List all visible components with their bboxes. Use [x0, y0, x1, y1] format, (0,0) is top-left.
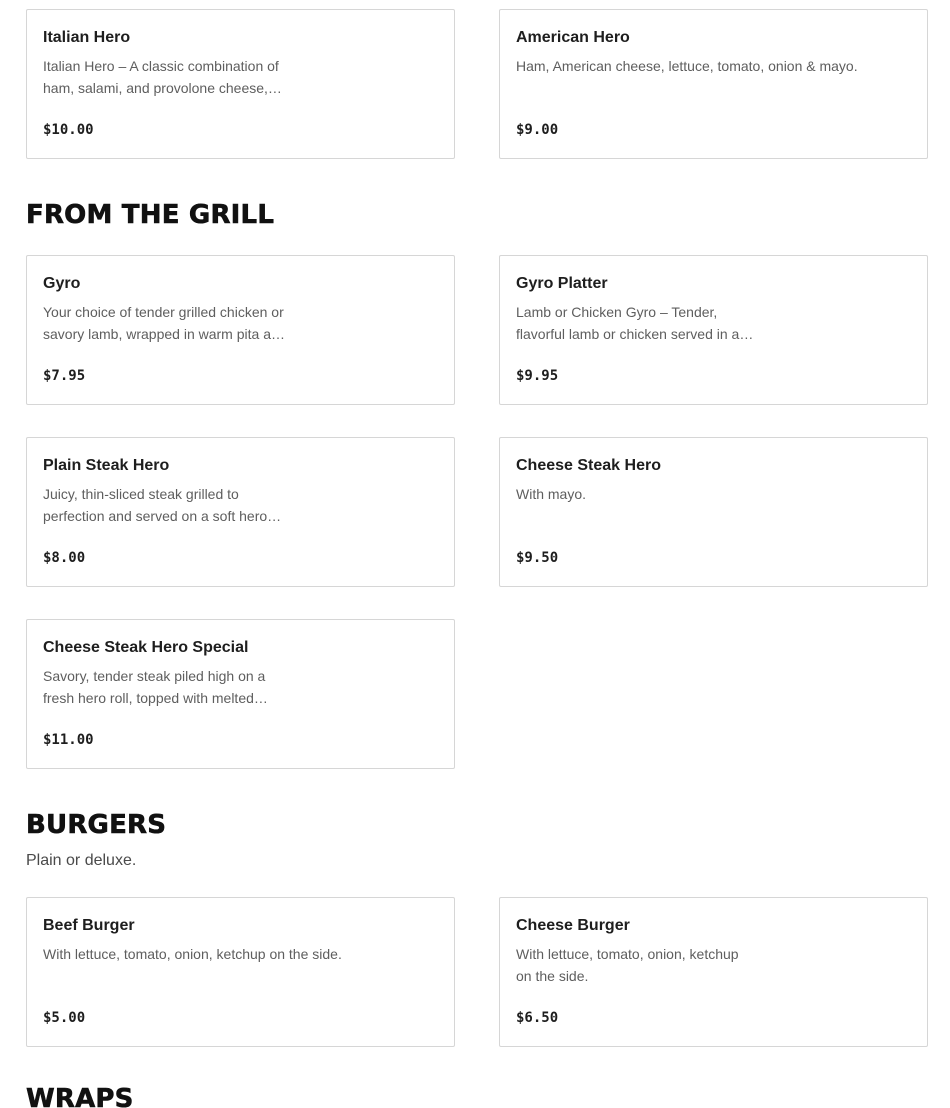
menu-item-card[interactable] [26, 255, 455, 405]
menu-item-name: Cheese Burger [516, 917, 630, 934]
menu-item-card[interactable] [499, 437, 928, 587]
menu-item-price: $9.00 [516, 122, 559, 138]
section-title-grill: FROM THE GRILL [26, 200, 275, 230]
menu-item-description: With lettuce, tomato, onion, ketchup on the side. [516, 946, 739, 984]
menu-item-description: Lamb or Chicken Gyro – Tender, flavorful lamb or chicken served in a… [516, 304, 754, 342]
menu-item-price: $10.00 [43, 122, 94, 138]
menu-item-name: Cheese Steak Hero [516, 457, 661, 474]
menu-item-price: $6.50 [516, 1010, 559, 1026]
menu-item-description: With lettuce, tomato, onion, ketchup on the side. [43, 946, 342, 962]
menu-item-description: Juicy, thin-sliced steak grilled to perfection and served on a soft hero… [43, 486, 282, 524]
menu-item-price: $8.00 [43, 550, 86, 566]
menu-item-name: Plain Steak Hero [43, 457, 170, 474]
menu-item-name: Gyro [43, 275, 81, 292]
menu-item-card[interactable] [26, 619, 455, 769]
menu-item-name: Cheese Steak Hero Special [43, 639, 249, 656]
menu-item-description: Ham, American cheese, lettuce, tomato, onion & mayo. [516, 58, 858, 74]
menu-item-price: $11.00 [43, 732, 94, 748]
menu-item-description: With mayo. [516, 486, 587, 502]
menu-item-description: Your choice of tender grilled chicken or savory lamb, wrapped in warm pita a… [43, 304, 285, 342]
menu-item-name: American Hero [516, 29, 630, 46]
menu-item-card[interactable] [26, 897, 455, 1047]
menu-item-description: Italian Hero – A classic combination of ham, salami, and provolone cheese,… [43, 58, 282, 96]
menu-item-name: Gyro Platter [516, 275, 608, 292]
menu-item-card[interactable] [499, 255, 928, 405]
menu-item-card[interactable] [499, 897, 928, 1047]
menu-item-name: Beef Burger [43, 917, 135, 934]
section-title-wraps: WRAPS [26, 1084, 134, 1108]
menu-item-card[interactable] [26, 437, 455, 587]
menu-item-price: $5.00 [43, 1010, 86, 1026]
menu-item-price: $7.95 [43, 368, 86, 384]
menu-item-price: $9.95 [516, 368, 559, 384]
section-subtitle-burgers: Plain or deluxe. [26, 852, 137, 869]
menu-item-name: Italian Hero [43, 29, 131, 46]
menu-item-price: $9.50 [516, 550, 559, 566]
menu-item-description: Savory, tender steak piled high on a fresh hero roll, topped with melted… [43, 668, 268, 706]
menu-item-card[interactable] [26, 9, 455, 159]
section-title-burgers: BURGERS [26, 810, 167, 840]
menu-item-card[interactable] [499, 9, 928, 159]
